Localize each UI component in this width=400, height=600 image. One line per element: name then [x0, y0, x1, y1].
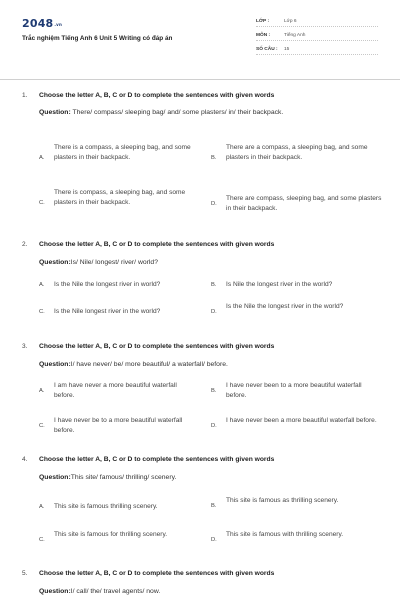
question-text	[39, 472, 379, 483]
question-instruction: Choose the letter A, B, C or D to complete the sentences with given words	[39, 570, 275, 577]
option-letter: B.	[211, 388, 217, 394]
option-text: I have never be to a more beautiful waterfall before.	[54, 417, 183, 434]
question-label: Question:	[39, 474, 71, 481]
question-instruction: Choose the letter A, B, C or D to complete the sentences with given words	[39, 241, 275, 248]
option-text: There are a compass, a sleeping bag, and some plasters in their backpack.	[226, 144, 368, 161]
option-text: This site is famous with thrilling scenery.	[226, 531, 344, 538]
question-instruction: Choose the letter A, B, C or D to complete the sentences with given words	[39, 92, 275, 99]
option-d[interactable]	[211, 416, 381, 438]
question-text	[39, 586, 379, 597]
question-number: 2.	[22, 241, 28, 248]
option-text: I have never been to a more beautiful waterfall before.	[226, 382, 362, 399]
option-a[interactable]	[39, 143, 209, 175]
logo-suffix: .vn	[54, 21, 62, 27]
option-b[interactable]	[211, 280, 381, 292]
option-c[interactable]	[39, 307, 209, 319]
document-title: Trắc nghiệm Tiếng Anh 6 Unit 5 Writing có đáp án	[22, 35, 173, 42]
option-c[interactable]	[39, 416, 209, 438]
option-a[interactable]	[39, 502, 209, 514]
question-label: Question:	[39, 588, 71, 595]
question-number: 4.	[22, 456, 28, 463]
option-d[interactable]	[211, 530, 381, 552]
option-text: There are compass, sleeping bag, and some plasters in their backpack.	[226, 195, 382, 212]
meta-value: 15	[284, 47, 290, 52]
question-prompt: I/ have never/ be/ more beautiful/ a waterfall/ before.	[70, 361, 228, 368]
option-text: Is the Nile the longest river in the world?	[226, 303, 344, 310]
option-letter: D.	[211, 423, 217, 429]
option-d[interactable]	[211, 302, 381, 324]
site-logo[interactable]	[22, 17, 62, 30]
option-text: This site is famous for thrilling scenery.	[54, 531, 168, 538]
logo-text: 2048	[22, 17, 54, 30]
option-letter: B.	[211, 282, 217, 288]
meta-value: Lớp 6	[284, 19, 297, 24]
question-label: Question:	[39, 361, 71, 368]
option-d[interactable]	[211, 194, 386, 216]
option-text: There is compass, a sleeping bag, and some plasters in their backpack.	[54, 189, 186, 206]
option-letter: D.	[211, 201, 217, 207]
meta-value: Tiếng Anh	[284, 33, 306, 38]
option-text: Is Nile the longest river in the world?	[226, 281, 333, 288]
option-letter: D.	[211, 537, 217, 543]
question-number: 1.	[22, 92, 28, 99]
option-a[interactable]	[39, 381, 209, 403]
option-letter: A.	[39, 155, 45, 161]
question-prompt: I/ call/ the/ travel agents/ now.	[70, 588, 161, 595]
option-b[interactable]	[211, 381, 381, 403]
option-letter: A.	[39, 388, 45, 394]
option-letter: C.	[39, 200, 45, 206]
question-text	[39, 107, 379, 118]
meta-key: LỚP :	[256, 19, 270, 24]
option-letter: D.	[211, 309, 217, 315]
option-c[interactable]	[39, 530, 209, 552]
meta-count	[256, 44, 378, 55]
meta-key: MÔN :	[256, 33, 271, 38]
question-number: 5.	[22, 570, 28, 577]
option-b[interactable]	[211, 496, 381, 518]
option-b[interactable]	[211, 143, 381, 175]
question-prompt: Is/ Nile/ longest/ river/ world?	[70, 259, 158, 266]
option-text: Is the Nile the longest river in world?	[54, 281, 161, 288]
option-a[interactable]	[39, 280, 209, 292]
meta-subject	[256, 30, 378, 41]
question-instruction: Choose the letter A, B, C or D to complete the sentences with given words	[39, 343, 275, 350]
option-letter: A.	[39, 504, 45, 510]
question-text	[39, 359, 379, 370]
option-letter: A.	[39, 282, 45, 288]
option-letter: B.	[211, 503, 217, 509]
option-text: This site is famous as thrilling scenery.	[226, 497, 339, 504]
option-letter: C.	[39, 423, 45, 429]
question-label: Question:	[39, 109, 71, 116]
option-letter: B.	[211, 155, 217, 161]
option-text: There is a compass, a sleeping bag, and some plasters in their backpack.	[54, 144, 191, 161]
option-text: This site is famous thrilling scenery.	[54, 503, 158, 510]
question-number: 3.	[22, 343, 28, 350]
option-letter: C.	[39, 309, 45, 315]
header-divider	[0, 79, 400, 80]
option-c[interactable]	[39, 188, 209, 220]
question-instruction: Choose the letter A, B, C or D to complete the sentences with given words	[39, 456, 275, 463]
option-text: I have never been a more beautiful waterfall before.	[226, 417, 377, 424]
option-text: I am have never a more beautiful waterfall before.	[54, 382, 177, 399]
meta-class	[256, 16, 378, 27]
question-label: Question:	[39, 259, 71, 266]
meta-key: SỐ CÂU :	[256, 47, 278, 52]
option-letter: C.	[39, 537, 45, 543]
question-text	[39, 257, 379, 268]
question-prompt: This site/ famous/ thrilling/ scenery.	[70, 474, 177, 481]
option-text: Is the Nile longest river in the world?	[54, 308, 161, 315]
header	[0, 0, 400, 80]
question-prompt: There/ compass/ sleeping bag/ and/ some plasters/ in/ their backpack.	[72, 109, 284, 116]
